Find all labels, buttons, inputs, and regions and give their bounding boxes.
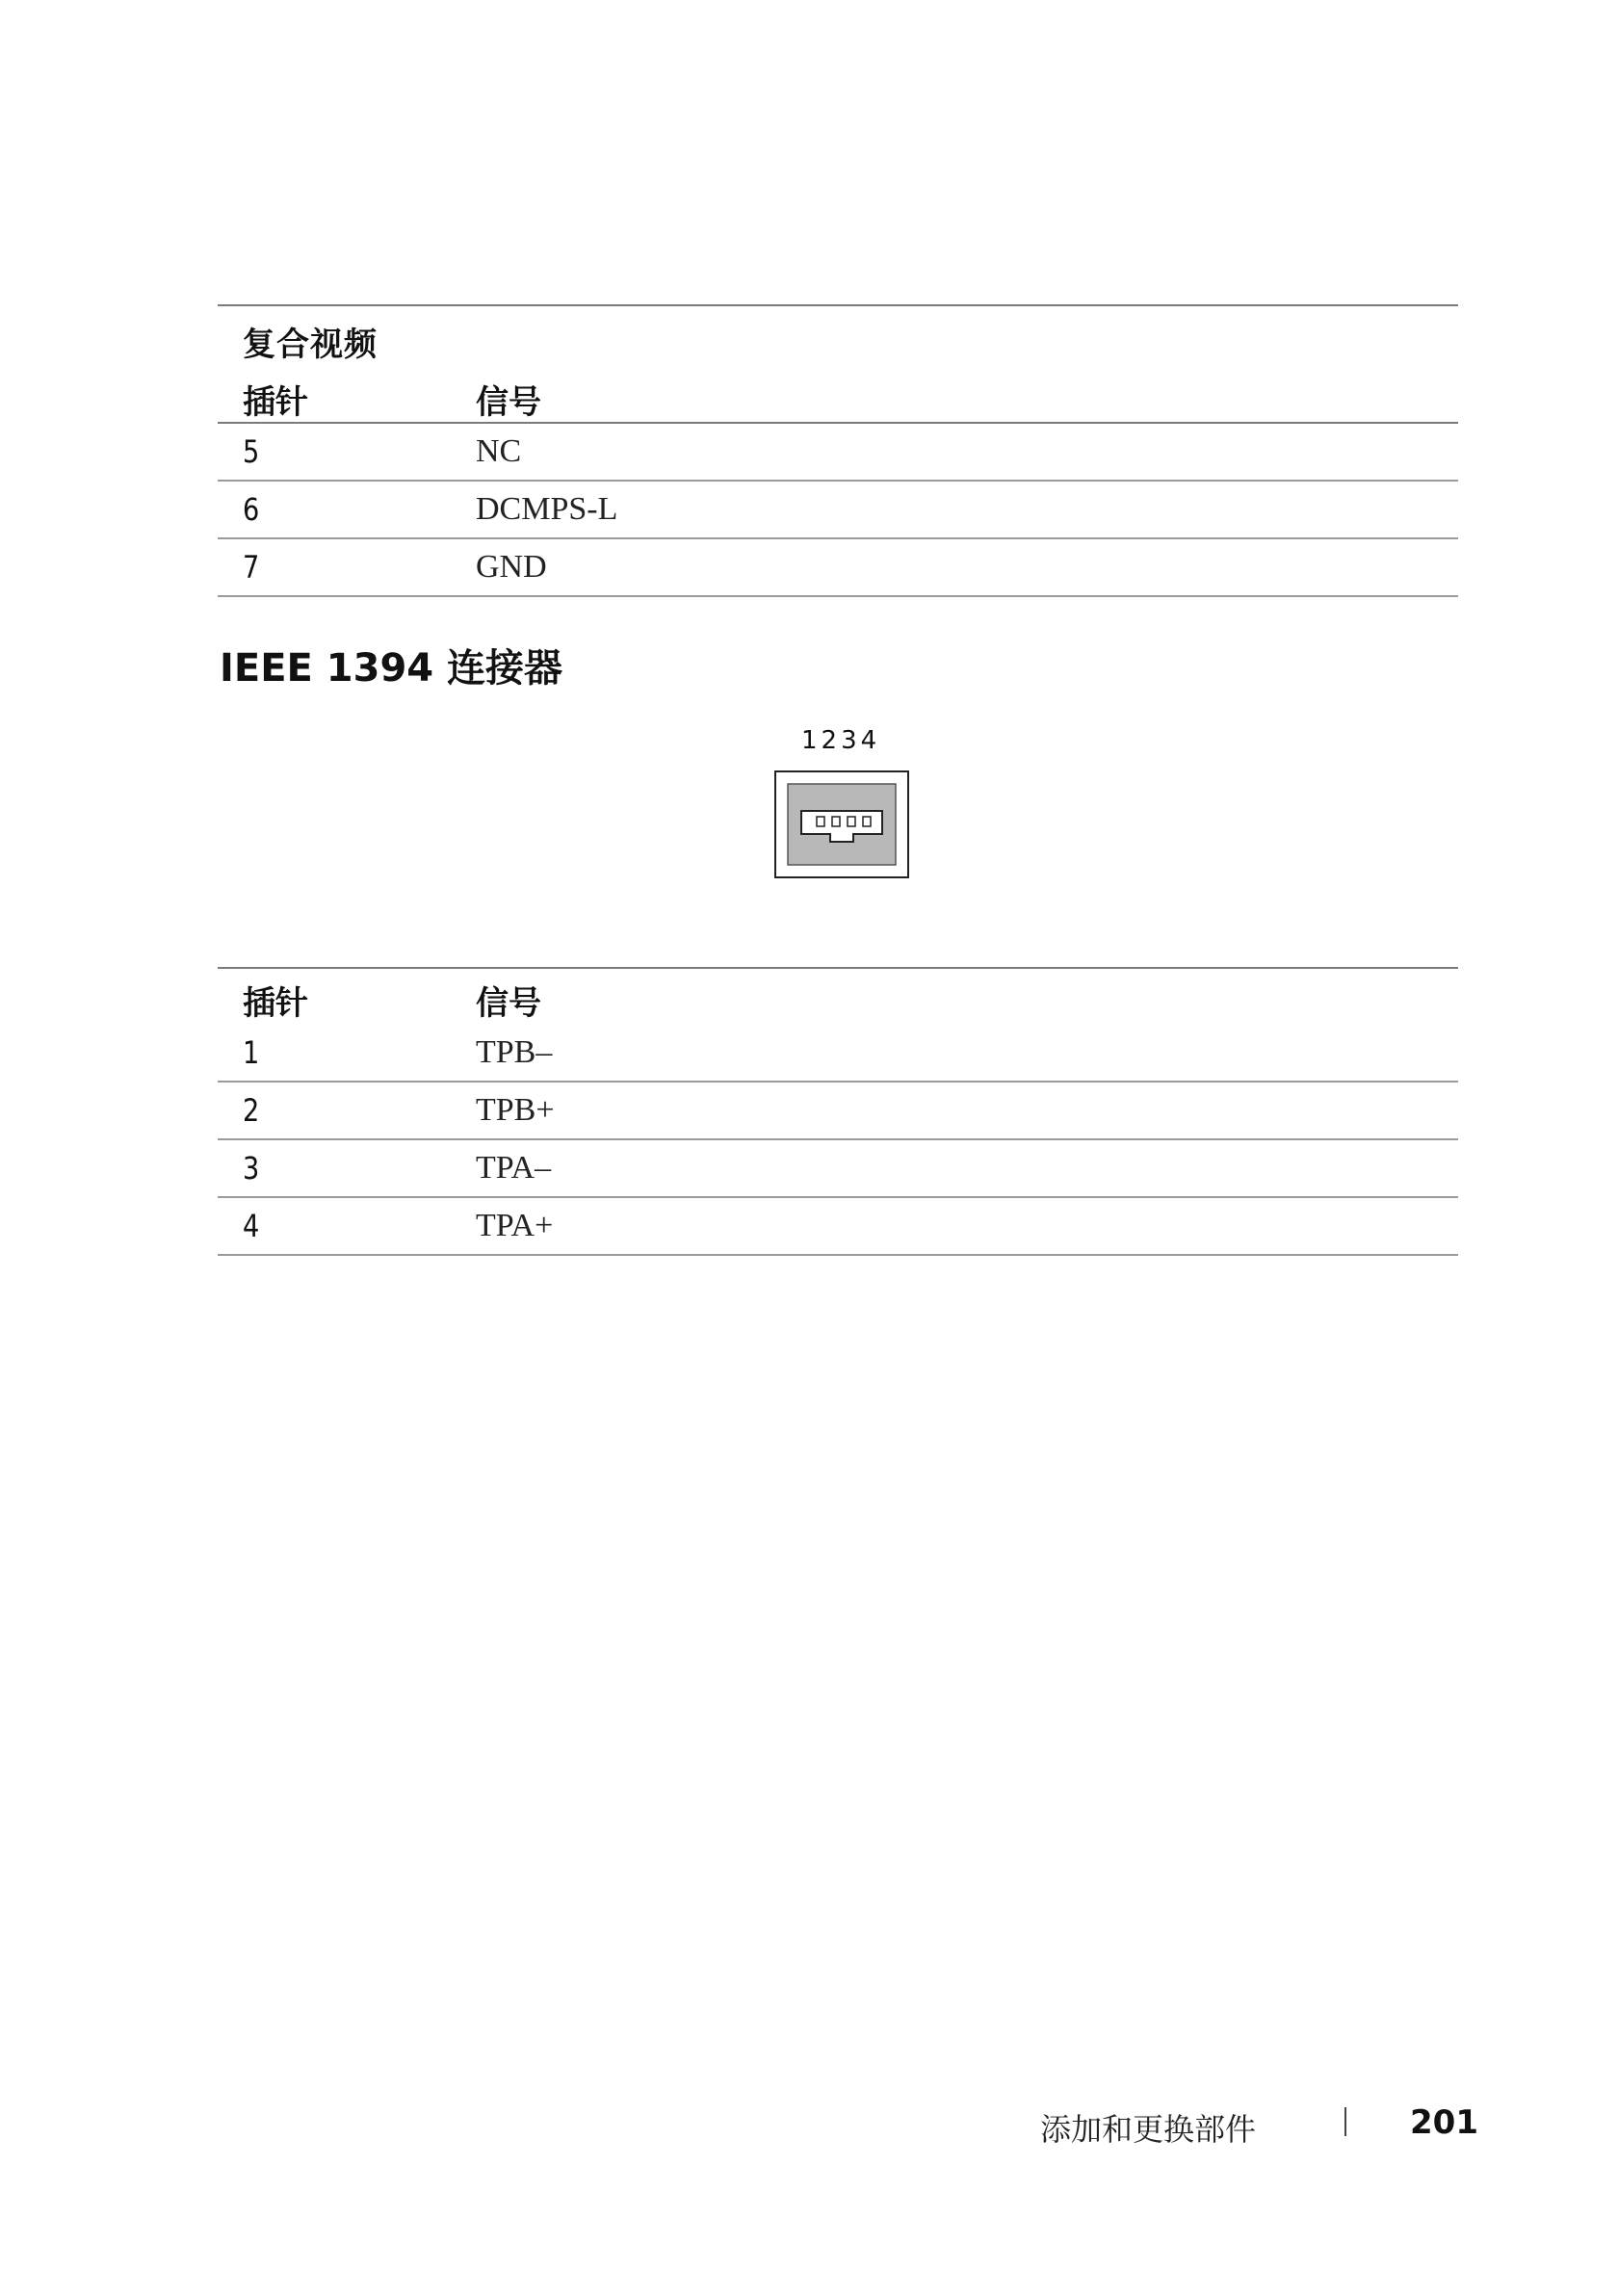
table-row: [218, 1140, 1458, 1198]
column-header-pin: 插针: [243, 383, 308, 422]
row-divider: [218, 1254, 1458, 1256]
table-row: [218, 539, 1458, 597]
table-top-rule: [218, 304, 1458, 306]
connector-pin-labels: 1234: [801, 726, 881, 755]
signal-cell: NC: [476, 433, 522, 469]
column-header-signal: 信号: [476, 984, 541, 1023]
column-header-signal: 信号: [476, 383, 541, 422]
pin-cell: 2: [243, 1092, 260, 1129]
signal-cell: TPB–: [476, 1034, 553, 1070]
table-row: [218, 424, 1458, 482]
signal-cell: TPA+: [476, 1208, 554, 1243]
composite-video-table: [218, 304, 1458, 599]
table-caption: 复合视频: [243, 326, 378, 364]
table-row: [218, 482, 1458, 539]
signal-cell: TPA–: [476, 1150, 552, 1186]
pin-cell: 3: [243, 1150, 260, 1187]
pin-cell: 1: [243, 1034, 260, 1071]
section-heading: IEEE 1394 连接器: [220, 646, 563, 691]
signal-cell: TPB+: [476, 1092, 555, 1128]
ieee-1394-pin-table: [218, 967, 1458, 1256]
pin-cell: 6: [243, 491, 260, 528]
footer-separator: [1344, 2107, 1346, 2136]
ieee-1394-port-icon: [774, 770, 909, 882]
column-header-pin: 插针: [243, 984, 308, 1023]
table-top-rule: [218, 967, 1458, 969]
pin-cell: 4: [243, 1208, 260, 1244]
pin-cell: 5: [243, 433, 260, 470]
table-row: [218, 1198, 1458, 1256]
table-row: [218, 1025, 1458, 1083]
page-number: 201: [1410, 2103, 1478, 2142]
pin-cell: 7: [243, 549, 260, 586]
row-divider: [218, 595, 1458, 597]
signal-cell: GND: [476, 549, 547, 585]
signal-cell: DCMPS-L: [476, 491, 618, 527]
table-row: [218, 1083, 1458, 1140]
footer-section-title: 添加和更换部件: [1040, 2111, 1257, 2148]
